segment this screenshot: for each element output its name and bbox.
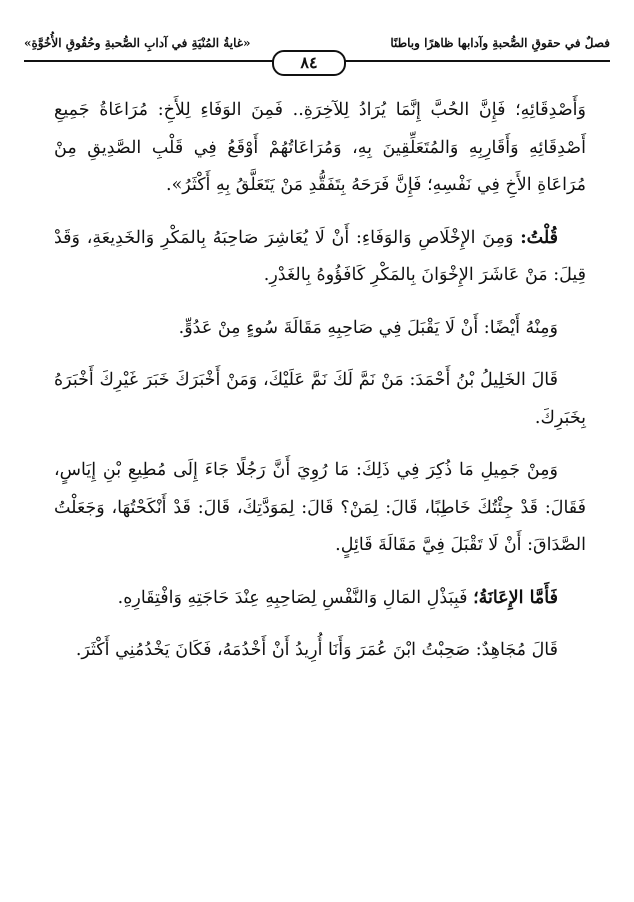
- paragraph: [54, 580, 586, 618]
- paragraph-text: وَمِنْهُ أَيْضًا: أَنْ لَا يَقْبَلَ فِي صَاحِبِهِ مَقَالَةَ سُوءٍ مِنْ عَدُوٍّ.: [178, 317, 558, 338]
- paragraph: [54, 220, 586, 295]
- paragraph-text: قَالَ الخَلِيلُ بْنُ أَحْمَدَ: مَنْ نَمَّ لَكَ نَمَّ عَلَيْكَ، وَمَنْ أَخْبَرَكَ خَبَرَ غَيْرِكَ أَخْبَرَهُ بِخَبَرِكَ.: [54, 370, 586, 428]
- paragraph: [54, 310, 586, 348]
- paragraph-text: فَبِبَذْلِ المَالِ وَالنَّفْسِ لِصَاحِبِهِ عِنْدَ حَاجَتِهِ وَافْتِقَارِهِ.: [117, 587, 474, 608]
- paragraph-text: قَالَ مُجَاهِدٌ: صَحِبْتُ ابْنَ عُمَرَ وَأَنَا أُرِيدُ أَنْ أَخْدُمَهُ، فَكَانَ يَخْدُمُنِي أَكْثَرَ.: [75, 640, 558, 660]
- book-title: «غايةُ المُنْيَةِ في آدابِ الصُّحبةِ وحُقُوقِ الأُخُوَّةِ»: [24, 36, 251, 50]
- paragraph-lead: قُلْتُ:: [520, 227, 558, 248]
- page-body: [54, 92, 586, 685]
- page-number: ٨٤: [272, 50, 346, 76]
- paragraph-text: وَمِنَ الإِخْلَاصِ وَالوَفَاءِ: أَنْ لَا يُعَاشِرَ صَاحِبَهُ بِالمَكْرِ وَالخَدِيعَةِ، وَقَدْ قِيلَ: مَنْ عَاشَرَ الإِخْوَانَ بِالمَكْرِ كَافَؤُوهُ بِالغَدْرِ.: [54, 227, 586, 285]
- paragraph: [54, 452, 586, 565]
- paragraph: [54, 92, 586, 205]
- paragraph: [54, 632, 586, 670]
- paragraph-text: وَمِنْ جَمِيلِ مَا ذُكِرَ فِي ذَلِكَ: مَا رُوِيَ أَنَّ رَجُلًا جَاءَ إِلَى مُطِيعِ بْنِ إِيَاسٍ، فَقَالَ: قَدْ جِئْتُكَ خَاطِبًا، قَالَ: لِمَنْ؟ قَالَ: لِمَوَدَّتِكَ، قَالَ: قَدْ أَنْكَحْتُهَا، وَجَعَلْتُ الصَّدَاقَ: أَنْ لَا تَقْبَلَ فِيَّ مَقَالَةَ قَائِلٍ.: [54, 460, 586, 555]
- paragraph-text: وَأَصْدِقَائِهِ؛ فَإِنَّ الحُبَّ إِنَّمَا يُرَادُ لِلآخِرَةِ.. فَمِنَ الوَفَاءِ لِلأَخِ: مُرَاعَاةُ جَمِيعِ أَصْدِقَائِهِ وَأَقَارِبِهِ وَالمُتَعَلِّقِينَ بِهِ، وَمُرَاعَاتُهُمْ أَوْقَعُ فِي قَلْبِ الصَّدِيقِ مِنْ مُرَاعَاةِ الأَخِ فِي نَفْسِهِ؛ فَإِنَّ فَرَحَهُ بِتَفَقُّدِ مَنْ يَتَعَلَّقُ بِهِ أَكْثَرُ».: [54, 100, 586, 195]
- paragraph: [54, 362, 586, 437]
- chapter-title: فصلٌ في حقوقِ الصُّحبةِ وآدابها ظاهرًا وباطنًا: [390, 36, 610, 50]
- paragraph-lead: فَأَمَّا الإِعَانَةُ؛: [473, 587, 558, 608]
